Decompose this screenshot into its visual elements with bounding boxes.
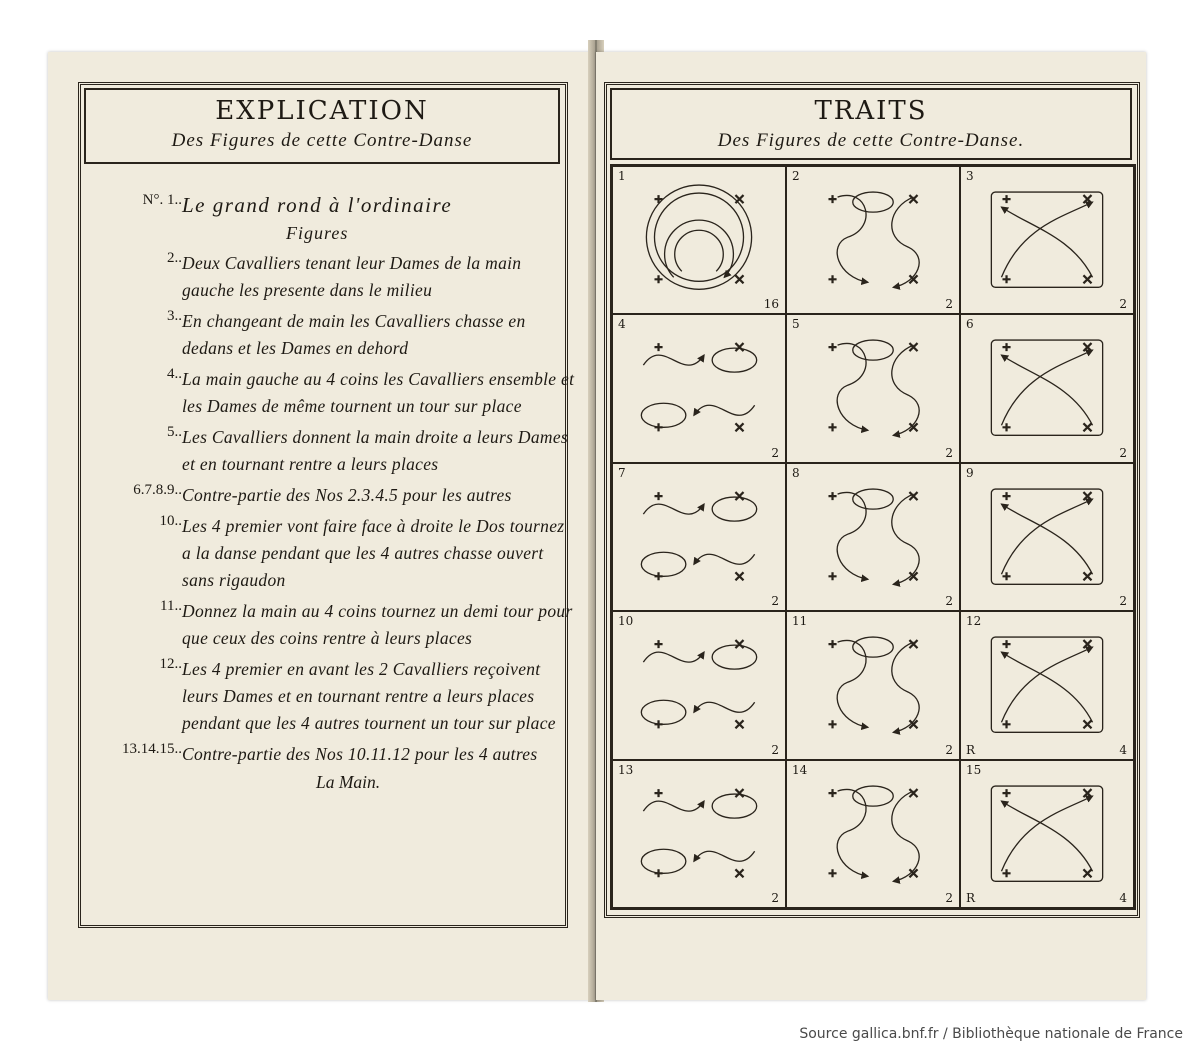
- entry-13-15: [96, 741, 576, 768]
- figure-diagram: [961, 315, 1133, 461]
- figure-count: 2: [1119, 594, 1127, 609]
- figure-cell-9: [960, 463, 1134, 611]
- figure-number: 15: [966, 762, 982, 777]
- figure-number: 14: [792, 762, 808, 777]
- entry-number: N°. 1..: [142, 192, 182, 208]
- figures-label: Figures: [286, 223, 349, 243]
- figure-diagram: [613, 612, 785, 758]
- figure-number: 2: [792, 169, 800, 183]
- figure-count: 2: [945, 890, 953, 905]
- source-credit: Source gallica.bnf.fr / Bibliothèque nationale de France: [799, 1026, 1183, 1042]
- explication-subtitle: Des Figures de cette Contre-Danse: [171, 130, 473, 151]
- explication-header: [84, 88, 560, 164]
- figure-count: 2: [771, 742, 779, 757]
- figure-number: 4: [618, 317, 626, 332]
- figure-cell-8: [786, 463, 960, 611]
- right-page: [596, 52, 1146, 1000]
- figure-number: 11: [792, 614, 808, 629]
- entry-4: [96, 366, 576, 420]
- figure-count: 2: [1119, 297, 1127, 312]
- figure-diagram: [787, 464, 959, 610]
- entry-1: [96, 192, 576, 219]
- figure-diagram: [961, 167, 1133, 313]
- figure-diagram: [613, 315, 785, 461]
- entry-5: [96, 424, 576, 478]
- entry-number: 2..: [167, 250, 182, 266]
- figure-number: 1: [618, 169, 626, 183]
- figure-cell-13: [612, 760, 786, 908]
- figure-diagram: [613, 761, 785, 907]
- figure-count: 2: [771, 445, 779, 460]
- figure-count: 2: [945, 297, 953, 312]
- figure-number: 8: [792, 465, 800, 480]
- figure-number: 3: [966, 169, 974, 183]
- figure-diagram: [613, 167, 785, 313]
- closing-text: La Main.: [316, 772, 381, 792]
- entry-10: [96, 513, 576, 594]
- entry-number: 10..: [159, 513, 182, 529]
- entry-number: 5..: [167, 424, 182, 440]
- figure-diagram: [961, 612, 1133, 758]
- entry-text: En changeant de main les Cavalliers chasse en dedans et les Dames en dehord: [182, 311, 526, 358]
- entry-number: 11..: [160, 598, 182, 614]
- traits-header: [610, 88, 1132, 160]
- figure-diagram: [613, 464, 785, 610]
- entry-text: Les Cavalliers donnent la main droite a leurs Dames et en tournant rentre a leurs places: [182, 427, 569, 474]
- figure-number: 7: [618, 465, 626, 480]
- figure-mark: R: [966, 890, 976, 905]
- figure-diagram: [787, 761, 959, 907]
- figure-count: 2: [771, 890, 779, 905]
- figure-cell-7: [612, 463, 786, 611]
- figure-count: 2: [945, 594, 953, 609]
- figure-number: 9: [966, 465, 974, 480]
- figure-number: 5: [792, 317, 800, 332]
- figure-count: 2: [945, 742, 953, 757]
- entry-text: Deux Cavalliers tenant leur Dames de la main gauche les presente dans le milieu: [182, 253, 522, 300]
- figure-cell-15: [960, 760, 1134, 908]
- figure-cell-11: [786, 611, 960, 759]
- figure-cell-12: [960, 611, 1134, 759]
- figure-count: 4: [1119, 742, 1127, 757]
- explication-entries: [96, 192, 576, 793]
- figure-count: 16: [763, 297, 779, 312]
- figure-cell-14: [786, 760, 960, 908]
- entry-text: Le grand rond à l'ordinaire: [182, 193, 453, 217]
- figure-cell-6: [960, 314, 1134, 462]
- entry-6-9: [96, 482, 576, 509]
- figure-diagram: [787, 315, 959, 461]
- entry-2: [96, 250, 576, 304]
- open-book: [40, 40, 1155, 1002]
- figure-diagram: [787, 612, 959, 758]
- figure-cell-2: [786, 166, 960, 314]
- entry-text: Les 4 premier en avant les 2 Cavalliers reçoivent leurs Dames et en tournant rentre a leurs places pendant que les 4 autres tournent un tour sur place: [182, 659, 556, 733]
- explication-title: EXPLICATION: [215, 96, 429, 126]
- entry-number: 6.7.8.9..: [133, 482, 182, 498]
- figure-grid: [610, 164, 1136, 910]
- figure-cell-1: [612, 166, 786, 314]
- entry-number: 4..: [167, 366, 182, 382]
- entry-number: 12..: [159, 656, 182, 672]
- entry-text: Donnez la main au 4 coins tournez un demi tour pour que ceux des coins rentre à leurs places: [182, 601, 573, 648]
- figure-count: 4: [1119, 890, 1127, 905]
- left-page: [48, 52, 596, 1000]
- figure-number: 12: [966, 614, 982, 629]
- entry-3: [96, 308, 576, 362]
- entry-text: Les 4 premier vont faire face à droite le Dos tournez a la danse pendant que les 4 autres chasse ouvert sans rigaudon: [182, 516, 565, 590]
- figure-diagram: [787, 167, 959, 313]
- entry-12: [96, 656, 576, 737]
- figure-number: 10: [618, 614, 634, 629]
- figure-cell-5: [786, 314, 960, 462]
- figure-count: 2: [771, 594, 779, 609]
- figure-cell-3: [960, 166, 1134, 314]
- figure-cell-10: [612, 611, 786, 759]
- entry-text: Contre-partie des Nos 10.11.12 pour les 4 autres: [182, 744, 538, 764]
- entry-text: Contre-partie des Nos 2.3.4.5 pour les autres: [182, 485, 512, 505]
- entry-number: 13.14.15..: [122, 741, 182, 757]
- traits-subtitle: Des Figures de cette Contre-Danse.: [717, 130, 1025, 151]
- figure-count: 2: [945, 445, 953, 460]
- figure-count: 2: [1119, 445, 1127, 460]
- figure-mark: R: [966, 742, 976, 757]
- entry-number: 3..: [167, 308, 182, 324]
- traits-title: TRAITS: [814, 96, 928, 126]
- entry-11: [96, 598, 576, 652]
- entry-text: La main gauche au 4 coins les Cavalliers ensemble et les Dames de même tournent un tour sur place: [182, 369, 575, 416]
- figure-diagram: [961, 464, 1133, 610]
- figure-cell-4: [612, 314, 786, 462]
- figure-diagram: [961, 761, 1133, 907]
- figure-number: 6: [966, 317, 974, 332]
- figure-number: 13: [618, 762, 634, 777]
